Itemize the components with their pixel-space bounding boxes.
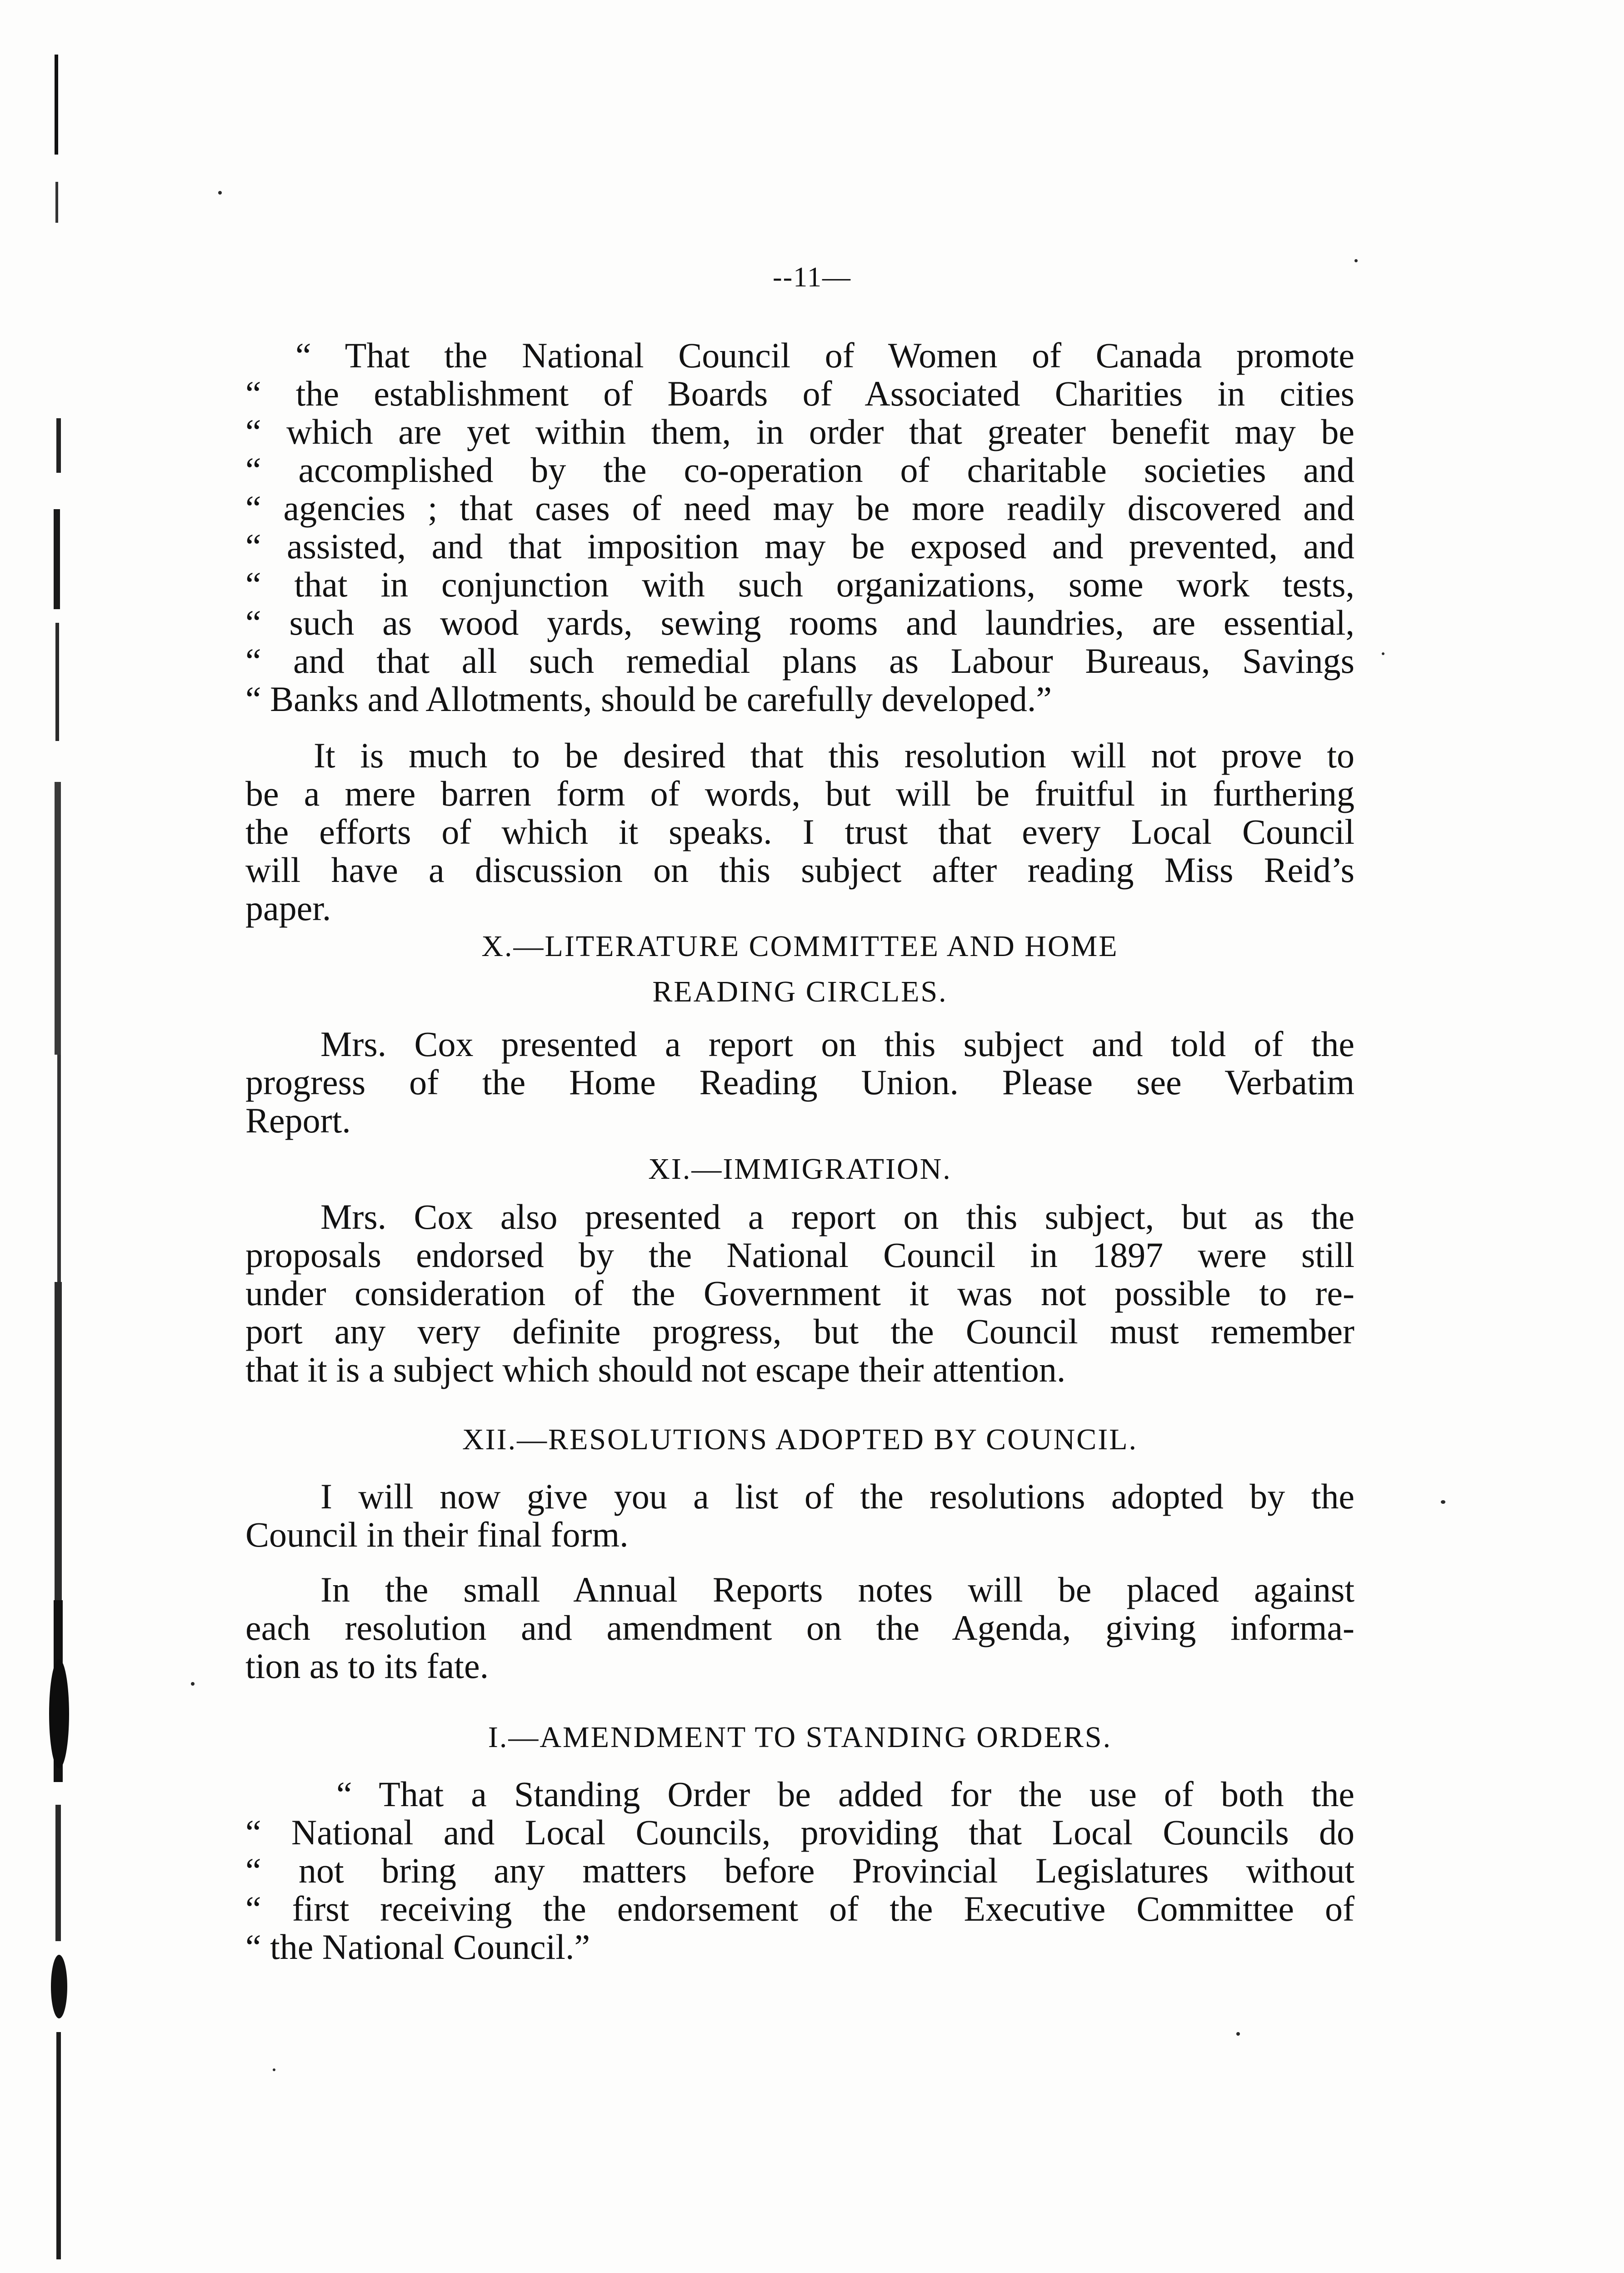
text-line: “ first receiving the endorsement of the Executive Committee of — [245, 1889, 1354, 1928]
text-line: “ National and Local Councils, providing that Local Councils do — [245, 1812, 1354, 1852]
section-heading-resolutions-adopted: XII.—RESOLUTIONS ADOPTED BY COUNCIL. — [462, 1423, 1138, 1456]
page-number: --11— — [773, 262, 851, 293]
text-line: It is much to be desired that this resolution will not prove to — [314, 736, 1354, 775]
text-line: Report. — [245, 1101, 351, 1140]
resolution-quote-associated-charities — [245, 336, 1354, 718]
text-line: Council in their final form. — [245, 1515, 629, 1554]
text-line: the efforts of which it speaks. I trust that every Local Council — [245, 812, 1354, 851]
paragraph-annual-reports — [245, 1571, 1354, 1685]
text-line: paper. — [245, 888, 331, 928]
paragraph-resolutions-list — [245, 1477, 1354, 1554]
text-line: “ Banks and Allotments, should be carefully developed.” — [245, 679, 1052, 719]
paragraph-resolution-comment — [245, 736, 1354, 927]
text-line: “ and that all such remedial plans as Labour Bureaus, Savings — [245, 641, 1354, 681]
text-line: tion as to its fate. — [245, 1646, 489, 1686]
text-line: “ assisted, and that imposition may be exposed and prevented, and — [245, 526, 1354, 566]
text-line: under consideration of the Government it was not possible to re- — [245, 1273, 1354, 1313]
text-line: Mrs. Cox also presented a report on this subject, but as the — [320, 1197, 1354, 1237]
text-line: that it is a subject which should not escape their attention. — [245, 1350, 1066, 1389]
text-line: “ that in conjunction with such organizations, some work tests, — [245, 565, 1354, 604]
binding-edge-shadow — [45, 55, 82, 2273]
text-line: In the small Annual Reports notes will be placed against — [320, 1570, 1354, 1609]
text-line: “ That the National Council of Women of Canada promote — [295, 335, 1354, 375]
text-line: Mrs. Cox presented a report on this subject and told of the — [320, 1024, 1354, 1064]
text-line: “ agencies ; that cases of need may be more readily discovered and — [245, 488, 1354, 528]
text-line: “ the establishment of Boards of Associated Charities in cities — [245, 374, 1354, 413]
text-line: will have a discussion on this subject after reading Miss Reid’s — [245, 850, 1354, 890]
scan-speck — [1441, 1500, 1445, 1504]
text-line: “ which are yet within them, in order that greater benefit may be — [245, 412, 1354, 451]
text-line: proposals endorsed by the National Council in 1897 were still — [245, 1235, 1354, 1275]
section-heading-literature-committee-cont: READING CIRCLES. — [652, 975, 948, 1008]
text-line: port any very definite progress, but the Council must remember — [245, 1312, 1354, 1351]
text-line: I will now give you a list of the resolutions adopted by the — [320, 1477, 1354, 1516]
paragraph-immigration — [245, 1198, 1354, 1389]
scan-speck — [218, 191, 222, 195]
text-line: “ the National Council.” — [245, 1927, 590, 1967]
section-heading-literature-committee: X.—LITERATURE COMMITTEE AND HOME — [481, 930, 1119, 963]
text-line: progress of the Home Reading Union. Please see Verbatim — [245, 1062, 1354, 1102]
text-line: each resolution and amendment on the Agenda, giving informa- — [245, 1608, 1354, 1647]
paragraph-home-reading — [245, 1025, 1354, 1140]
scan-speck — [1354, 259, 1358, 262]
scan-speck — [191, 1682, 195, 1686]
scan-speck — [1236, 2032, 1240, 2036]
text-line: be a mere barren form of words, but will be fruitful in furthering — [245, 774, 1354, 813]
scan-speck — [1382, 652, 1384, 655]
scan-speck — [273, 2068, 275, 2071]
section-heading-standing-orders: I.—AMENDMENT TO STANDING ORDERS. — [488, 1721, 1112, 1754]
text-line: “ not bring any matters before Provincial Legislatures without — [245, 1851, 1354, 1890]
text-line: “ That a Standing Order be added for the use of both the — [336, 1774, 1354, 1814]
text-line: “ such as wood yards, sewing rooms and laundries, are essential, — [245, 603, 1354, 642]
text-line: “ accomplished by the co-operation of charitable societies and — [245, 450, 1354, 490]
section-heading-immigration: XI.—IMMIGRATION. — [648, 1152, 952, 1186]
resolution-quote-standing-order — [245, 1775, 1354, 1966]
